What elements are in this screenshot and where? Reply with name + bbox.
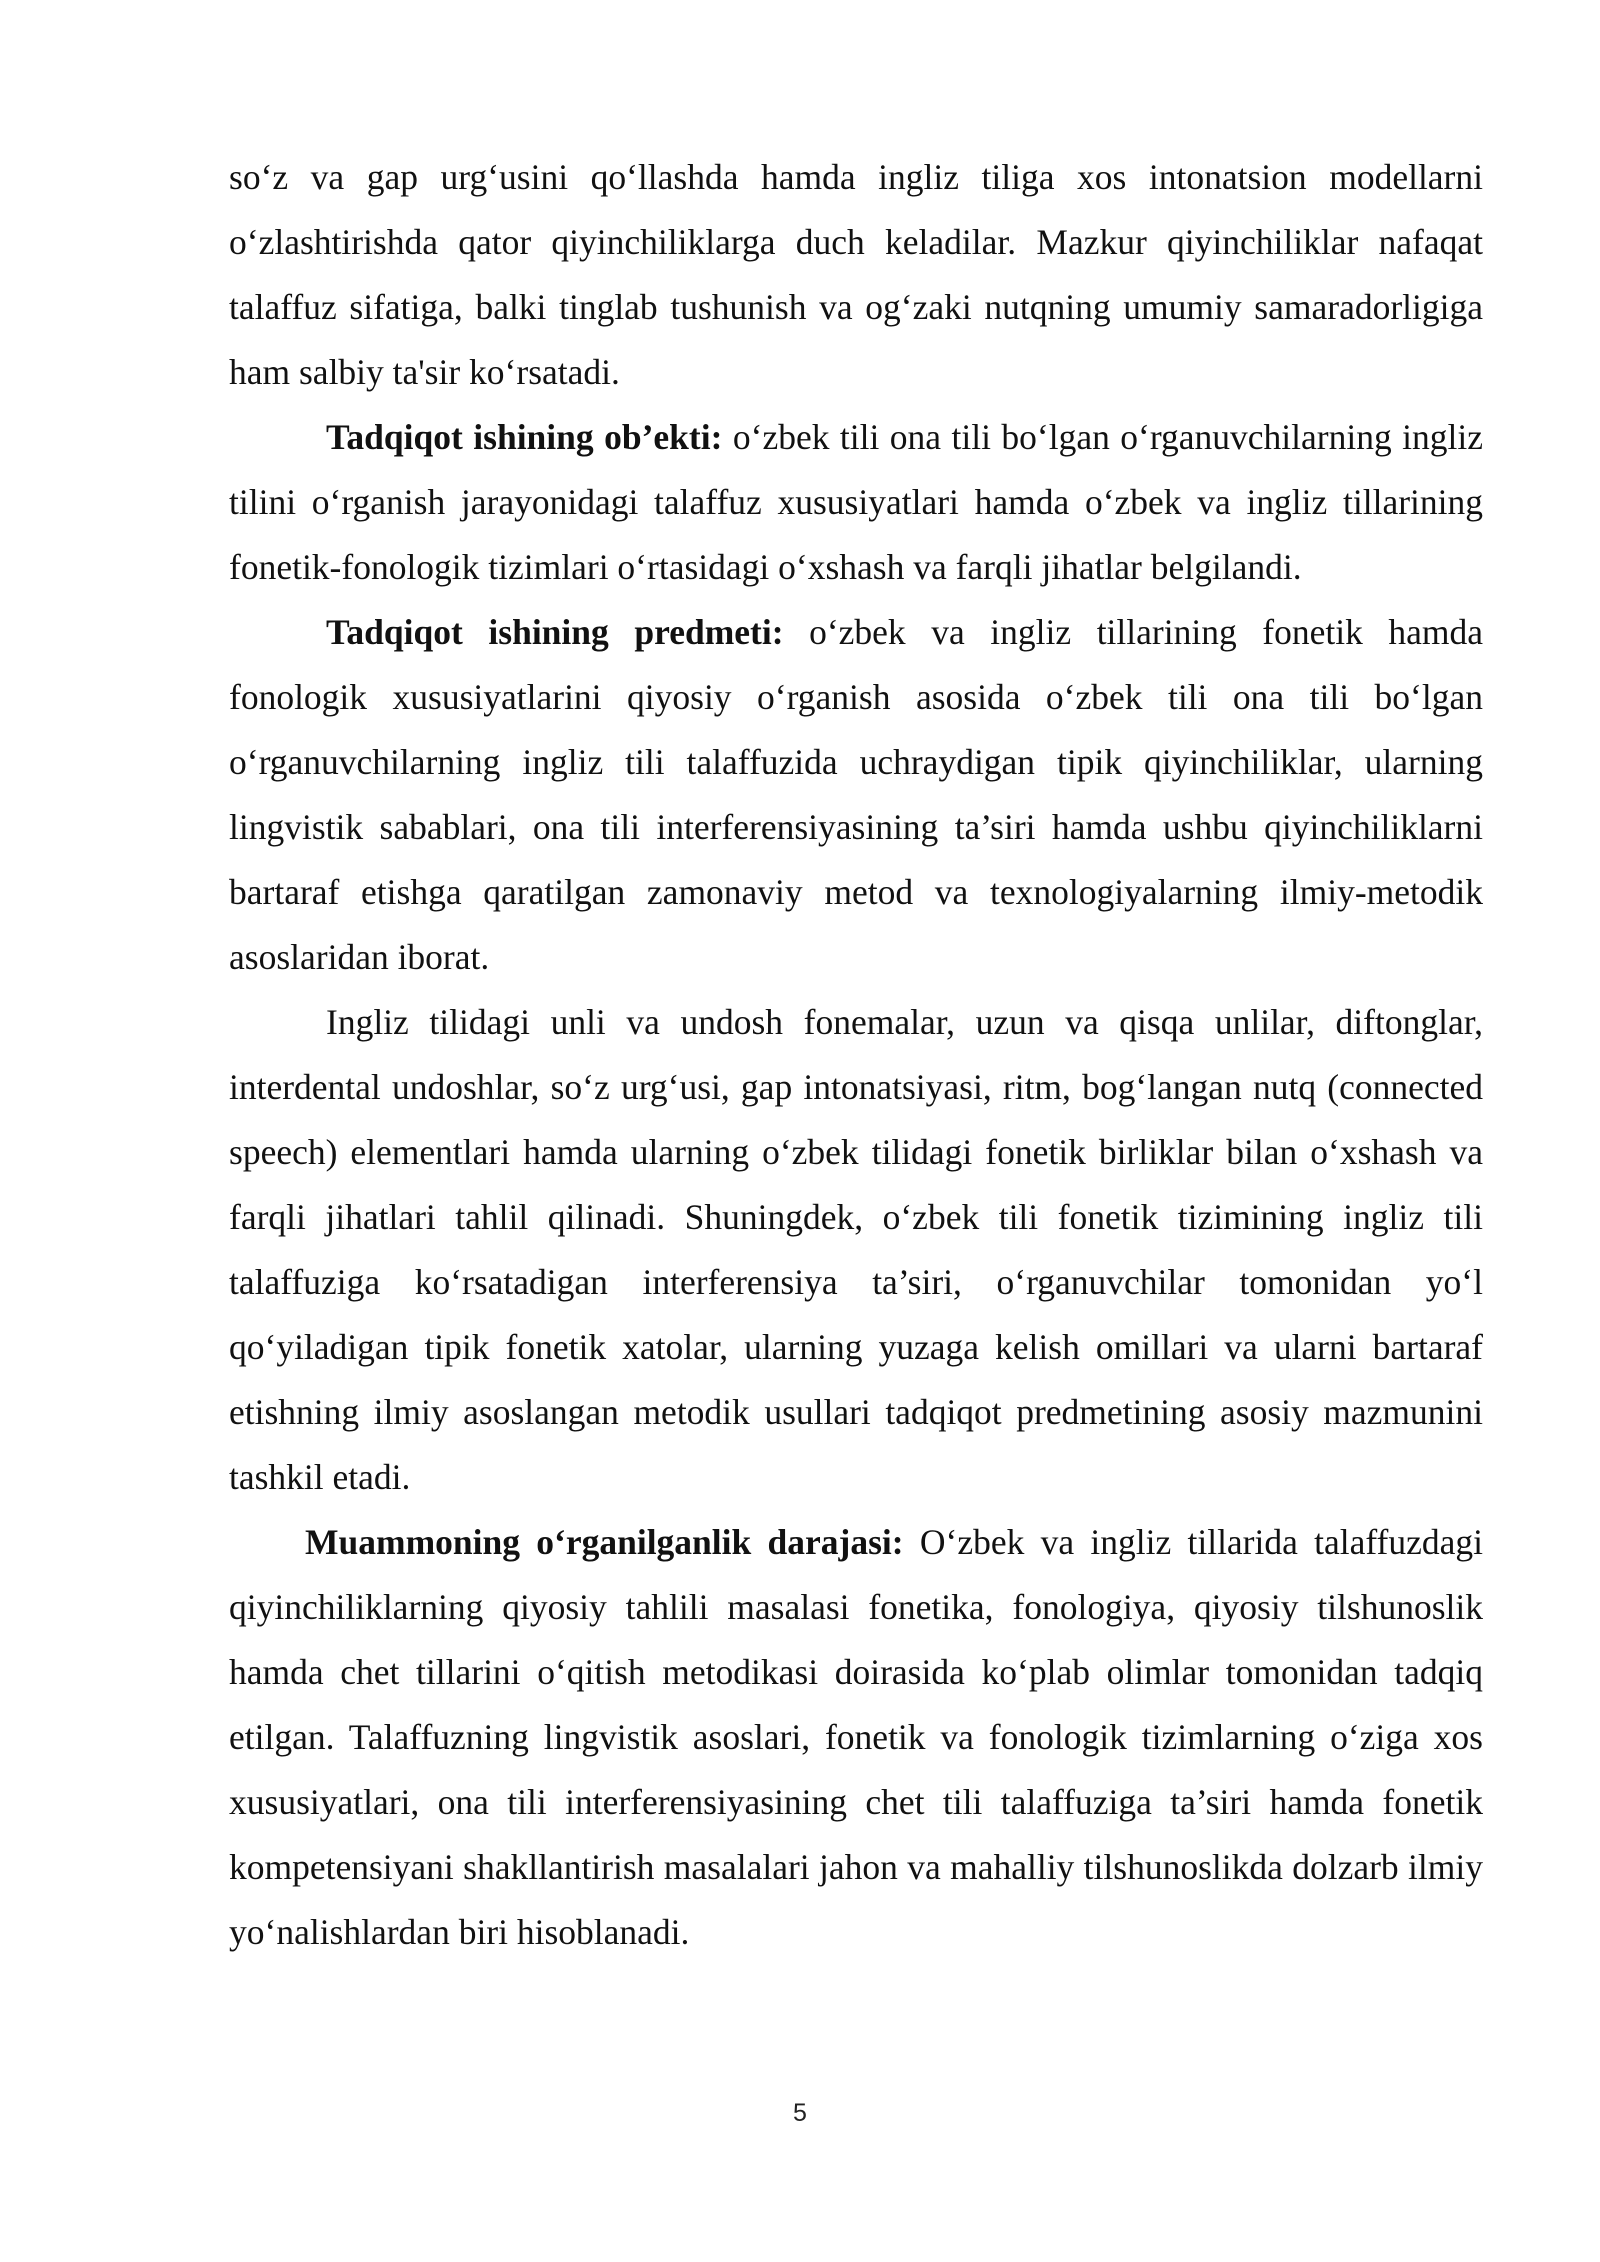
paragraph-degree-of-study	[229, 1510, 1483, 1965]
paragraph-research-subject	[229, 600, 1483, 990]
paragraph-text: O‘zbek va ingliz tillarida talaffuzdagi qiyinchiliklarning qiyosiy tahlili masalasi fonetika, fonologiya, qiyosiy tilshunoslik hamda chet tillarini o‘qitish metodikasi doirasida ko‘plab olimlar tomonidan tadqiq etilgan. Talaffuzning lingvistik asoslari, fonetik va fonologik tizimlarning o‘ziga xos xususiyatlari, ona tili interferensiyasining chet tili talaffuziga ta’siri hamda fonetik kompetensiyani shakllantirish masalalari jahon va mahalliy tilshunoslikda dolzarb ilmiy yo‘nalishlardan biri hisoblanadi.	[229, 1522, 1484, 1952]
paragraph-phonetic-analysis	[229, 990, 1483, 1510]
paragraph-heading: Muammoning o‘rganilganlik darajasi:	[305, 1522, 904, 1562]
paragraph-text: o‘zbek va ingliz tillarining fonetik hamda fonologik xususiyatlarini qiyosiy o‘rganish asosida o‘zbek tili ona tili bo‘lgan o‘rganuvchilarning ingliz tili talaffuzida uchraydigan tipik qiyinchiliklar, ularning lingvistik sabablari, ona tili interferensiyasining ta’siri hamda ushbu qiyinchiliklarni bartaraf etishga qaratilgan zamonaviy metod va texnologiyalarning ilmiy-metodik asoslaridan iborat.	[229, 612, 1483, 977]
paragraph-text: so‘z va gap urg‘usini qo‘llashda hamda ingliz tiliga xos intonatsion modellarni o‘zlashtirishda qator qiyinchiliklarga duch keladilar. Mazkur qiyinchiliklar nafaqat talaffuz sifatiga, balki tinglab tushunish va og‘zaki nutqning umumiy samaradorligiga ham salbiy ta'sir ko‘rsatadi.	[229, 157, 1483, 392]
paragraph-heading: Tadqiqot ishining ob’ekti:	[326, 417, 723, 457]
paragraph-text: o‘zbek tili ona tili bo‘lgan o‘rganuvchilarning ingliz tilini o‘rganish jarayonidagi talaffuz xususiyatlari hamda o‘zbek va ingliz tillarining fonetik-fonologik tizimlari o‘rtasidagi o‘xshash va farqli jihatlar belgilandi.	[229, 417, 1484, 587]
paragraph-heading: Tadqiqot ishining predmeti:	[326, 612, 784, 652]
page-body	[229, 145, 1483, 1965]
page-number: 5	[793, 2099, 807, 2127]
paragraph-text: Ingliz tilidagi unli va undosh fonemalar, uzun va qisqa unlilar, diftonglar, interdental undoshlar, so‘z urg‘usi, gap intonatsiyasi, ritm, bog‘langan nutq (connected speech) elementlari hamda ularning o‘zbek tilidagi fonetik birliklar bilan o‘xshash va farqli jihatlari tahlil qilinadi. Shuningdek, o‘zbek tili fonetik tizimining ingliz tili talaffuziga ko‘rsatadigan interferensiya ta’siri, o‘rganuvchilar tomonidan yo‘l qo‘yiladigan tipik fonetik xatolar, ularning yuzaga kelish omillari va ularni bartaraf etishning ilmiy asoslangan metodik usullari tadqiqot predmetining asosiy mazmunini tashkil etadi.	[229, 1002, 1483, 1497]
paragraph-continuation	[229, 145, 1483, 405]
paragraph-research-object	[229, 405, 1483, 600]
